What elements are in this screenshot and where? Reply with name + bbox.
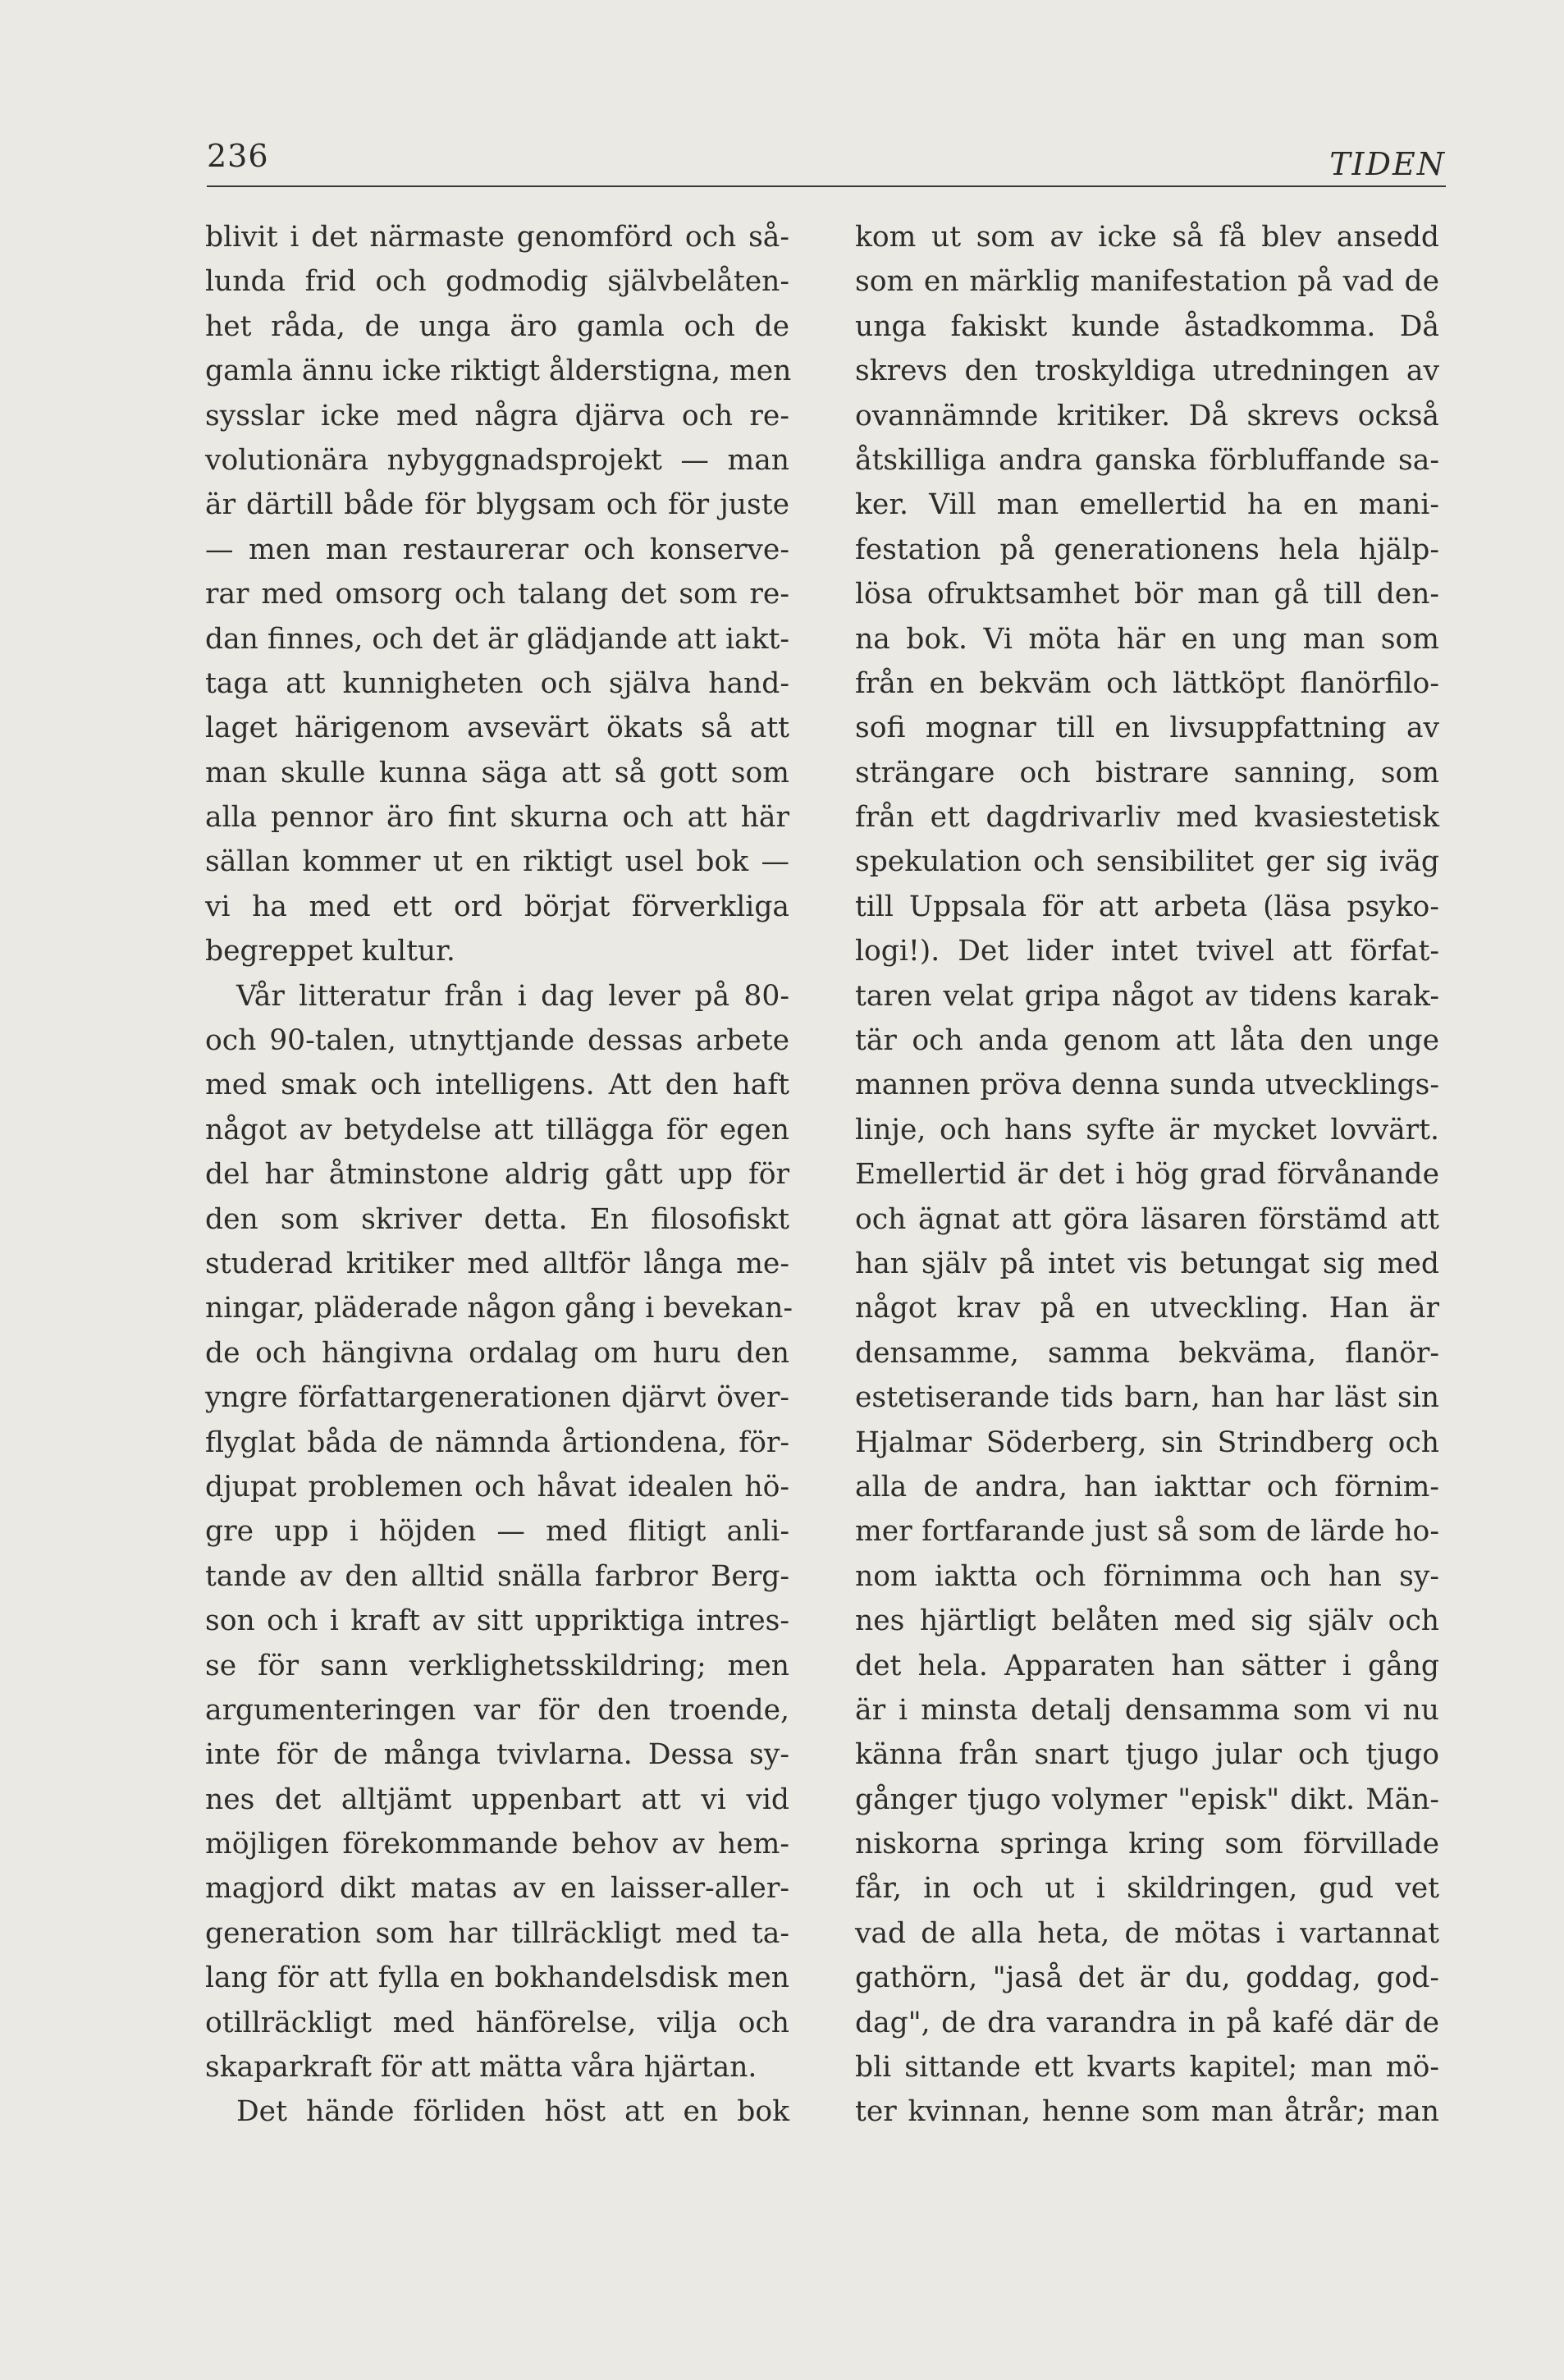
text-line: gre upp i höjden — med flitigt anli- — [205, 1515, 789, 1549]
text-line: gamla ännu icke riktigt ålderstigna, men — [205, 355, 792, 388]
text-line: otillräckligt med hänförelse, vilja och — [205, 2006, 789, 2039]
text-line: åtskilliga andra ganska förbluffande sa- — [855, 443, 1439, 477]
text-line: ningar, pläderade någon gång i bevekan- — [205, 1292, 793, 1325]
text-line: rar med omsorg och talang det som re- — [205, 578, 789, 611]
text-line: lang för att fylla en bokhandelsdisk men — [205, 1961, 789, 1995]
text-line: sysslar icke med några djärva och re- — [205, 399, 789, 433]
text-line: inte för de många tvivlarna. Dessa sy- — [205, 1738, 789, 1772]
page-header — [207, 138, 1446, 187]
text-line: blivit i det närmaste genomförd och så- — [205, 221, 789, 254]
text-line: festation på generationens hela hjälp- — [855, 533, 1439, 566]
text-line: den som skriver detta. En filosofiskt — [205, 1202, 789, 1236]
text-line: djupat problemen och håvat idealen hö- — [205, 1470, 789, 1504]
text-line: magjord dikt matas av en laisser-aller- — [205, 1872, 789, 1906]
text-line: möjligen förekommande behov av hem- — [205, 1828, 789, 1861]
text-line: niskorna springa kring som förvillade — [855, 1828, 1439, 1861]
text-line: gånger tjugo volymer "episk" dikt. Män- — [855, 1783, 1439, 1816]
text-line: bli sittande ett kvarts kapitel; man mö- — [855, 2051, 1439, 2085]
text-line: studerad kritiker med alltför långa me- — [205, 1247, 789, 1280]
text-line: tande av den alltid snälla farbror Berg- — [205, 1559, 789, 1593]
text-line: ovannämnde kritiker. Då skrevs också — [855, 399, 1439, 433]
text-line: tär och anda genom att låta den unge — [855, 1024, 1439, 1058]
text-line: han själv på intet vis betungat sig med — [855, 1247, 1439, 1280]
text-line: kom ut som av icke så få blev ansedd — [855, 221, 1439, 254]
text-line: yngre författargenerationen djärvt över- — [205, 1381, 789, 1415]
text-line: nom iaktta och förnimma och han sy- — [855, 1559, 1439, 1593]
text-line: ker. Vill man emellertid ha en mani- — [855, 488, 1439, 522]
text-line: alla de andra, han iakttar och förnim- — [855, 1470, 1439, 1504]
text-line: är därtill både för blygsam och för juste — [205, 488, 789, 522]
text-line: logi!). Det lider intet tvivel att förfat- — [855, 935, 1439, 968]
text-line: från en bekväm och lättköpt flanörfilo- — [855, 666, 1439, 700]
text-line: Emellertid är det i hög grad förvånande — [855, 1158, 1439, 1192]
text-line: med smak och intelligens. Att den haft — [205, 1069, 789, 1102]
right-column — [855, 215, 1439, 2135]
text-line: skrevs den troskyldiga utredningen av — [855, 355, 1439, 388]
text-line: lösa ofruktsamhet bör man gå till den- — [855, 578, 1439, 611]
text-line: man skulle kunna säga att så gott som — [205, 756, 789, 790]
text-line: dan finnes, och det är glädjande att iakt- — [205, 622, 790, 656]
text-line: något av betydelse att tillägga för egen — [205, 1113, 789, 1147]
text-line: sofi mognar till en livsuppfattning av — [855, 712, 1439, 745]
text-line: känna från snart tjugo jular och tjugo — [855, 1738, 1439, 1772]
text-line: sällan kommer ut en riktigt usel bok — — [205, 845, 789, 879]
text-line: Det hände förliden höst att en bok — [236, 2095, 789, 2129]
text-line: och ägnat att göra läsaren förstämd att — [855, 1202, 1439, 1236]
text-line: volutionära nybyggnadsprojekt — man — [205, 443, 789, 477]
text-line: strängare och bistrare sanning, som — [855, 756, 1439, 790]
text-line: linje, och hans syfte är mycket lovvärt. — [855, 1113, 1439, 1147]
text-line: får, in och ut i skildringen, gud vet — [855, 1872, 1439, 1906]
text-line: nes det alltjämt uppenbart att vi vid — [205, 1783, 789, 1816]
text-line: estetiserande tids barn, han har läst sin — [855, 1381, 1439, 1415]
text-line: Hjalmar Söderberg, sin Strindberg och — [855, 1426, 1439, 1459]
text-line: begreppet kultur. — [205, 935, 455, 968]
text-line: laget härigenom avsevärt ökats så att — [205, 712, 789, 745]
text-line: generation som har tillräckligt med ta- — [205, 1916, 789, 1950]
text-line: spekulation och sensibilitet ger sig iväg — [855, 845, 1439, 879]
text-line: son och i kraft av sitt uppriktiga intres- — [205, 1604, 789, 1638]
text-line: som en märklig manifestation på vad de — [855, 265, 1439, 299]
text-line: och 90-talen, utnyttjande dessas arbete — [205, 1024, 789, 1058]
text-line: ter kvinnan, henne som man åtrår; man — [855, 2095, 1439, 2129]
text-line: dag", de dra varandra in på kafé där de — [855, 2006, 1439, 2039]
text-line: del har åtminstone aldrig gått upp för — [205, 1158, 789, 1192]
text-line: alla pennor äro fint skurna och att här — [205, 801, 789, 835]
text-line: vi ha med ett ord börjat förverkliga — [205, 890, 789, 923]
text-line: från ett dagdrivarliv med kvasiestetisk — [855, 801, 1439, 835]
text-line: skaparkraft för att mätta våra hjärtan. — [205, 2051, 757, 2085]
journal-title: TIDEN — [1329, 146, 1446, 182]
text-line: de och hängivna ordalag om huru den — [205, 1336, 789, 1370]
text-line: gathörn, "jaså det är du, goddag, god- — [855, 1961, 1439, 1995]
text-line: unga fakiskt kunde åstadkomma. Då — [855, 309, 1439, 343]
text-line: Vår litteratur från i dag lever på 80- — [236, 979, 789, 1013]
text-line: till Uppsala för att arbeta (läsa psyko- — [855, 890, 1439, 923]
text-line: lunda frid och godmodig självbelåten- — [205, 265, 789, 299]
text-line: densamme, samma bekväma, flanör- — [855, 1336, 1439, 1370]
text-line: något krav på en utveckling. Han är — [855, 1292, 1439, 1325]
text-line: vad de alla heta, de mötas i vartannat — [855, 1916, 1439, 1950]
left-column — [205, 215, 793, 2135]
page-number: 236 — [207, 138, 269, 174]
text-line: se för sann verklighetsskildring; men — [205, 1649, 789, 1682]
text-line: mer fortfarande just så som de lärde ho- — [855, 1515, 1439, 1549]
text-line: — men man restaurerar och konserve- — [205, 533, 789, 566]
text-line: taren velat gripa något av tidens karak- — [855, 979, 1439, 1013]
text-line: är i minsta detalj densamma som vi nu — [855, 1693, 1439, 1727]
text-line: het råda, de unga äro gamla och de — [205, 309, 789, 343]
text-line: mannen pröva denna sunda utvecklings- — [855, 1069, 1439, 1102]
text-line: na bok. Vi möta här en ung man som — [855, 622, 1439, 656]
text-line: argumenteringen var för den troende, — [205, 1693, 789, 1727]
text-line: nes hjärtligt belåten med sig själv och — [855, 1604, 1439, 1638]
header-rule — [207, 185, 1446, 187]
text-line: det hela. Apparaten han sätter i gång — [855, 1649, 1439, 1682]
text-line: flyglat båda de nämnda årtiondena, för- — [205, 1426, 789, 1459]
text-line: taga att kunnigheten och själva hand- — [205, 666, 789, 700]
